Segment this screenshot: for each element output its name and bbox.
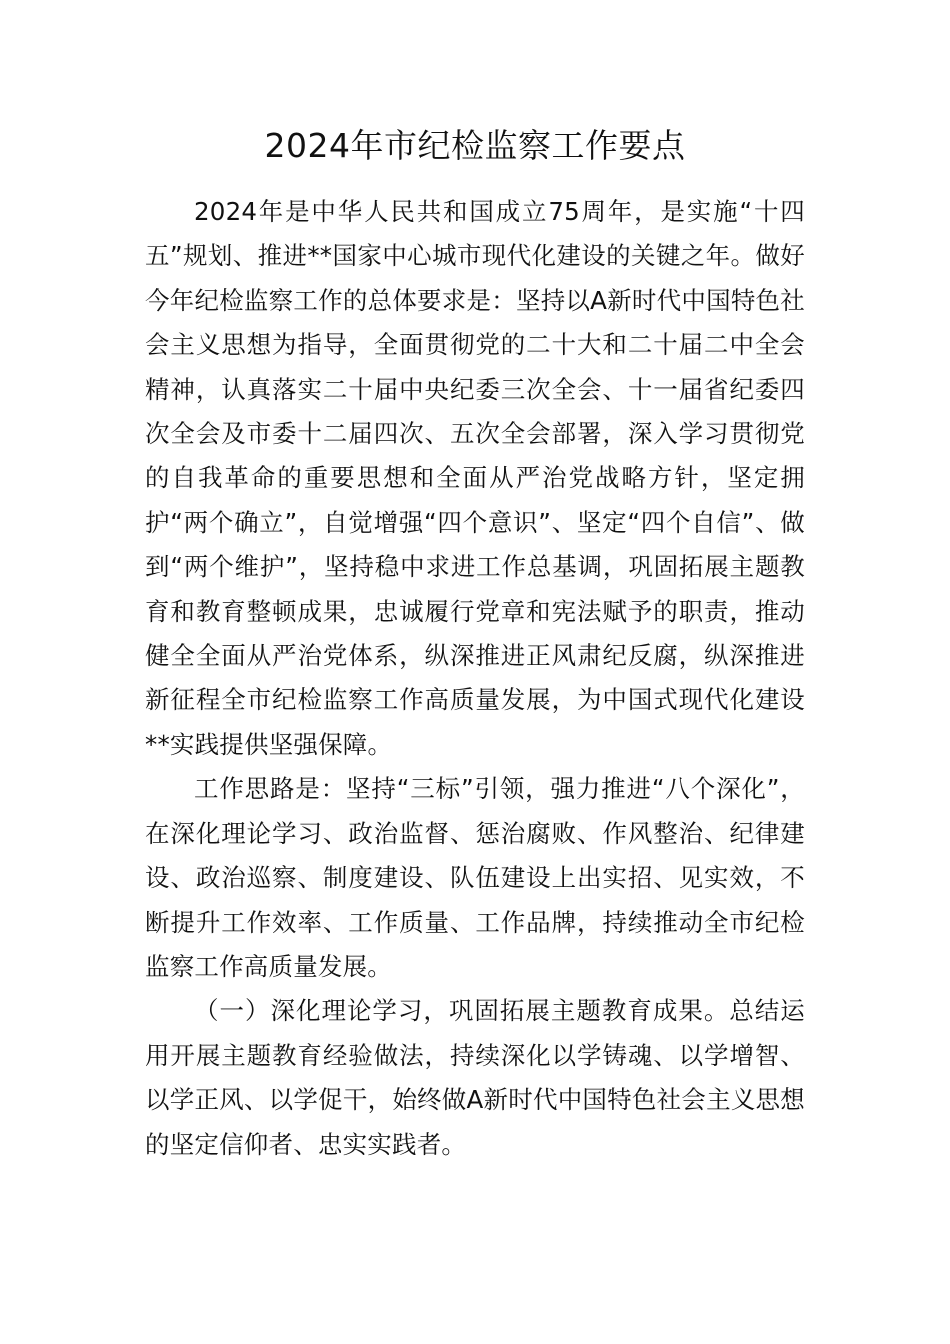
paragraph-section-one: （一）深化理论学习，巩固拓展主题教育成果。总结运用开展主题教育经验做法，持续深化以学铸魂、以学增智、以学正风、以学促干，始终做A新时代中国特色社会主义思想的坚定信仰者、忠实实践者。: [145, 996, 805, 1159]
document-title: 2024年市纪检监察工作要点: [264, 126, 686, 165]
document-body: [145, 190, 805, 1167]
paragraph-overall-requirements: 2024年是中华人民共和国成立75周年，是实施“十四五”规划、推进**国家中心城市现代化建设的关键之年。做好今年纪检监察工作的总体要求是：坚持以A新时代中国特色社会主义思想为指导，全面贯彻党的二十大和二十届二中全会精神，认真落实二十届中央纪委三次全会、十一届省纪委四次全会及市委十二届四次、五次全会部署，深入学习贯彻党的自我革命的重要思想和全面从严治党战略方针，坚定拥护“两个确立”，自觉增强“四个意识”、坚定“四个自信”、做到“两个维护”，坚持稳中求进工作总基调，巩固拓展主题教育和教育整顿成果，忠诚履行党章和宪法赋予的职责，推动健全全面从严治党体系，纵深推进正风肃纪反腐，纵深推进新征程全市纪检监察工作高质量发展，为中国式现代化建设**实践提供坚强保障。: [145, 197, 805, 759]
paragraph-work-approach: 工作思路是：坚持“三标”引领，强力推进“八个深化”，在深化理论学习、政治监督、惩治腐败、作风整治、纪律建设、政治巡察、制度建设、队伍建设上出实招、见实效，不断提升工作效率、工作质量、工作品牌，持续推动全市纪检监察工作高质量发展。: [145, 774, 805, 981]
